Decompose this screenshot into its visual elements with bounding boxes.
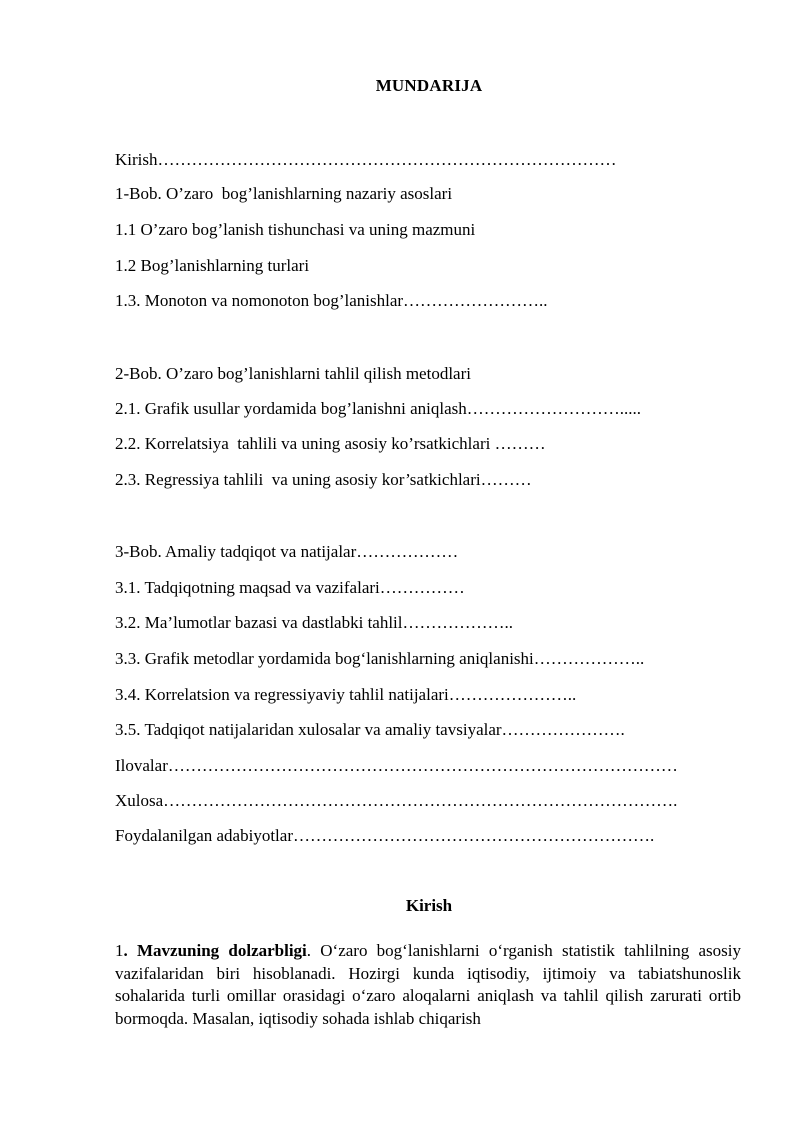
toc-entry-3-5: 3.5. Tadqiqot natijalaridan xulosalar va amaliy tavsiyalar………………….	[115, 720, 625, 739]
toc-entry-1-3: 1.3. Monoton va nomonoton bog’lanishlar……………………..	[115, 291, 548, 310]
toc-entry-ilovalar: Ilovalar………………………………………………………………………………	[115, 756, 678, 775]
toc-entry-3-4: 3.4. Korrelatsion va regressiyaviy tahlil natijalari…………………..	[115, 685, 577, 704]
toc-entry-chapter-1: 1-Bob. O’zaro bog’lanishlarning nazariy asoslari	[115, 184, 453, 203]
intro-number: 1	[115, 941, 124, 960]
toc-entry-3-2: 3.2. Ma’lumotlar bazasi va dastlabki tahlil………………..	[115, 613, 514, 632]
toc-entry-2-3: 2.3. Regressiya tahlili va uning asosiy kor’satkichlari………	[115, 470, 532, 489]
intro-bold-lead: . Mavzuning dolzarbligi	[123, 941, 307, 960]
toc-entry-3-1: 3.1. Tadqiqotning maqsad va vazifalari……………	[115, 578, 465, 597]
toc-entry-2-2: 2.2. Korrelatsiya tahlili va uning asosiy ko’rsatkichlari ………	[115, 434, 546, 453]
intro-title: Kirish	[405, 896, 453, 915]
toc-entry-adabiyotlar: Foydalanilgan adabiyotlar……………………………………………………….	[115, 826, 655, 845]
intro-text: . O‘zaro bog‘lanishlarni o‘rganish statistik tahlilning asosiy vazifalaridan biri hisoblanadi. Hozirgi kunda iqtisodiy, ijtimoiy va tabiatshunoslik sohalarida turli omillar orasidagi o‘zaro aloqalarni aniqlash va tahlil qilish zarurati ortib bormoqda. Masalan, iqtisodiy sohada ishlab chiqarish	[115, 941, 741, 1028]
toc-entry-kirish: Kirish………………………………………………………………………	[115, 150, 617, 169]
toc-entry-1-2: 1.2 Bog’lanishlarning turlari	[115, 256, 310, 275]
toc-entry-chapter-3: 3-Bob. Amaliy tadqiqot va natijalar………………	[115, 542, 459, 561]
toc-entry-chapter-2: 2-Bob. O’zaro bog’lanishlarni tahlil qilish metodlari	[115, 364, 471, 383]
toc-entry-1-1: 1.1 O’zaro bog’lanish tishunchasi va uning mazmuni	[115, 220, 476, 239]
toc-entry-2-1: 2.1. Grafik usullar yordamida bog’lanishni aniqlash……………………….....	[115, 399, 641, 418]
toc-entry-3-3: 3.3. Grafik metodlar yordamida bog‘lanishlarning aniqlanishi………………..	[115, 649, 645, 668]
toc-title: MUNDARIJA	[375, 76, 483, 95]
toc-entry-xulosa: Xulosa……………………………………………………………………………….	[115, 791, 678, 810]
intro-paragraph	[115, 940, 741, 1030]
